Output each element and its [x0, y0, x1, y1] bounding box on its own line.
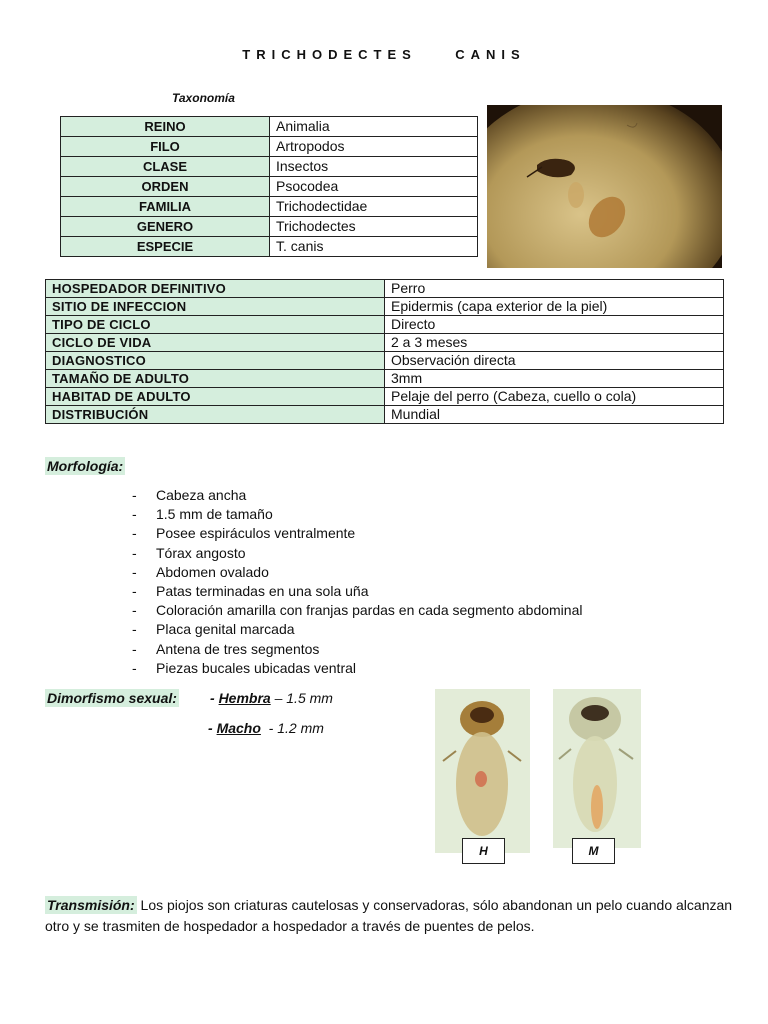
taxonomy-value: Animalia [270, 117, 478, 137]
taxonomy-value: Insectos [270, 157, 478, 177]
macho-prefix: - [208, 720, 217, 736]
taxonomy-key: ESPECIE [61, 237, 270, 257]
info-key: TIPO DE CICLO [46, 316, 385, 334]
morfologia-item [132, 524, 582, 543]
info-value: Perro [385, 280, 724, 298]
bullet-dash: - [132, 487, 137, 503]
taxonomy-value: Psocodea [270, 177, 478, 197]
taxonomy-row [61, 117, 478, 137]
morfologia-item-text: Posee espiráculos ventralmente [156, 525, 356, 542]
bullet-dash: - [132, 506, 137, 523]
taxonomy-row [61, 157, 478, 177]
microscope-image [487, 105, 722, 268]
info-value: Mundial [385, 406, 724, 424]
bullet-dash: - [132, 525, 137, 542]
macho-label: Macho [216, 720, 261, 736]
info-key: HABITAD DE ADULTO [46, 388, 385, 406]
hembra-size: – 1.5 mm [270, 690, 333, 706]
macho-line [208, 720, 324, 736]
hembra-prefix: - [210, 690, 219, 706]
info-value: Epidermis (capa exterior de la piel) [385, 298, 724, 316]
info-key: DIAGNOSTICO [46, 352, 385, 370]
info-row [46, 316, 724, 334]
taxonomy-key: GENERO [61, 217, 270, 237]
info-row [46, 406, 724, 424]
info-value: 3mm [385, 370, 724, 388]
morfologia-item [132, 563, 582, 582]
microscope-photo [487, 105, 722, 268]
bullet-dash: - [132, 659, 137, 676]
taxonomy-row [61, 177, 478, 197]
morfologia-item [132, 505, 582, 524]
morfologia-heading: Morfología: [47, 458, 124, 474]
info-value: Observación directa [385, 352, 724, 370]
info-value: Pelaje del perro (Cabeza, cuello o cola) [385, 388, 724, 406]
morfologia-item-text: Piezas bucales ubicadas ventral [156, 659, 357, 676]
info-row [46, 280, 724, 298]
morfologia-item-text: Tórax angosto [156, 544, 246, 561]
bullet-dash: - [132, 582, 137, 599]
taxonomy-row [61, 217, 478, 237]
info-row [46, 334, 724, 352]
morfologia-item [132, 620, 582, 639]
morfologia-item-text: Cabeza ancha [156, 487, 247, 503]
info-row [46, 370, 724, 388]
bullet-dash: - [132, 544, 137, 561]
morfologia-item-text: Patas terminadas en una sola uña [156, 582, 369, 599]
hembra-line [210, 690, 333, 706]
morfologia-item [132, 486, 582, 505]
bullet-dash: - [132, 621, 137, 638]
morfologia-item [132, 601, 582, 620]
taxonomy-row [61, 237, 478, 257]
male-label-box: M [572, 838, 615, 864]
taxonomy-row [61, 137, 478, 157]
taxonomy-key: REINO [61, 117, 270, 137]
info-key: DISTRIBUCIÓN [46, 406, 385, 424]
info-key: CICLO DE VIDA [46, 334, 385, 352]
taxonomy-value: T. canis [270, 237, 478, 257]
info-row [46, 388, 724, 406]
morfologia-item-text: Abdomen ovalado [156, 563, 269, 580]
female-label-box: H [462, 838, 505, 864]
info-key: SITIO DE INFECCION [46, 298, 385, 316]
morfologia-item-text: Placa genital marcada [156, 621, 295, 638]
morfologia-item [132, 640, 582, 659]
morfologia-item [132, 659, 582, 678]
female-louse-image [435, 689, 530, 853]
taxonomy-key: FAMILIA [61, 197, 270, 217]
info-key: TAMAÑO DE ADULTO [46, 370, 385, 388]
morfologia-item [132, 582, 582, 601]
taxonomy-caption: Taxonomía [172, 91, 235, 105]
dimorfismo-heading: Dimorfismo sexual: [47, 690, 177, 706]
taxonomy-value: Trichodectidae [270, 197, 478, 217]
macho-size: - 1.2 mm [260, 720, 324, 736]
info-value: Directo [385, 316, 724, 334]
transmision-text: Los piojos son criaturas cautelosas y conservadoras, sólo abandonan un pelo cuando alcanzan otro y se trasmiten de hospedador a hospedador a través de puentes de pelos. [45, 897, 733, 934]
morfologia-item-text: Antena de tres segmentos [156, 640, 320, 657]
info-table [45, 279, 724, 424]
taxonomy-value: Trichodectes [270, 217, 478, 237]
taxonomy-key: FILO [61, 137, 270, 157]
taxonomy-row [61, 197, 478, 217]
transmision-heading: Transmisión: [47, 897, 135, 913]
female-specimen-photo [435, 689, 530, 853]
document-title: TRICHODECTES CANIS [242, 47, 526, 62]
morfologia-item [132, 544, 582, 563]
taxonomy-table [60, 116, 478, 257]
bullet-dash: - [132, 602, 137, 619]
male-specimen-photo [553, 689, 641, 848]
taxonomy-key: ORDEN [61, 177, 270, 197]
info-key: HOSPEDADOR DEFINITIVO [46, 280, 385, 298]
bullet-dash: - [132, 640, 137, 657]
info-value: 2 a 3 meses [385, 334, 724, 352]
morfologia-item-text: 1.5 mm de tamaño [156, 506, 273, 523]
morfologia-list [132, 486, 582, 678]
taxonomy-value: Artropodos [270, 137, 478, 157]
info-row [46, 352, 724, 370]
hembra-label: Hembra [218, 690, 271, 706]
transmision-paragraph [45, 895, 735, 937]
taxonomy-key: CLASE [61, 157, 270, 177]
info-row [46, 298, 724, 316]
male-louse-image [553, 689, 641, 848]
bullet-dash: - [132, 563, 137, 580]
morfologia-item-text: Coloración amarilla con franjas pardas en cada segmento abdominal [156, 602, 583, 619]
